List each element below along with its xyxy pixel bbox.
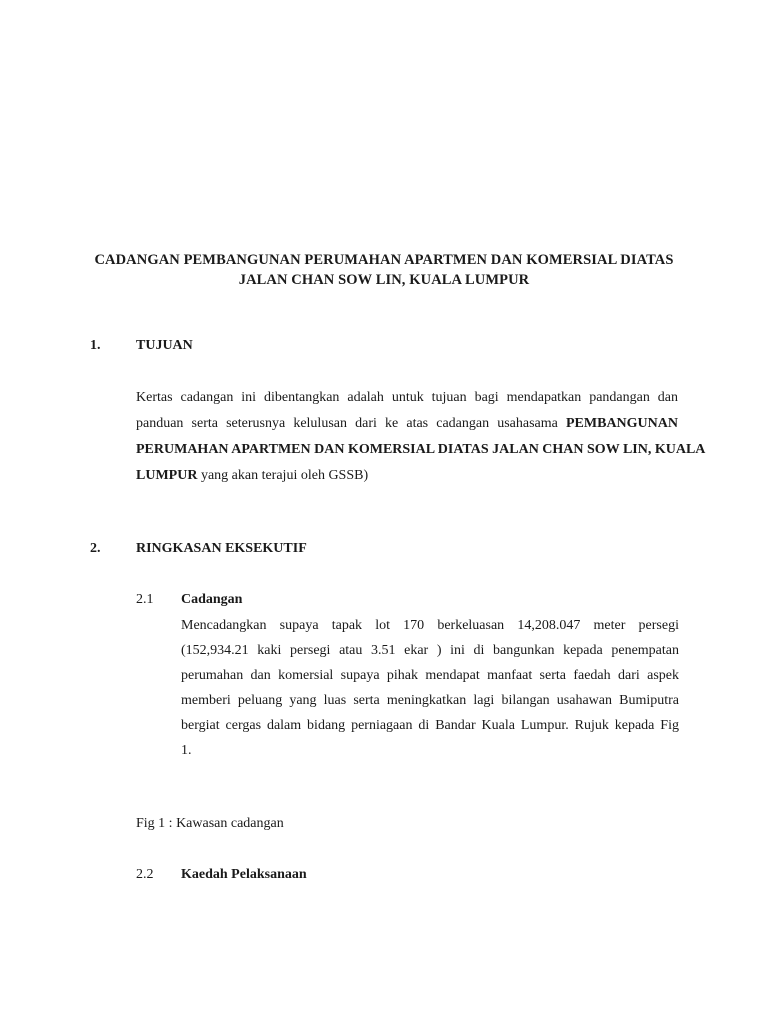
section-1-line-4-bold: LUMPUR: [136, 468, 198, 483]
section-1-line-4: [136, 463, 678, 489]
section-1-paragraph: [136, 385, 706, 489]
document-title-line-1: CADANGAN PEMBANGUNAN PERUMAHAN APARTMEN DAN KOMERSIAL DIATAS: [94, 252, 674, 268]
section-1-heading: TUJUAN: [136, 338, 193, 353]
subsection-2-1-line-5: bergiat cergas dalam bidang perniagaan di Bandar Kuala Lumpur. Rujuk kepada Fig: [181, 718, 679, 733]
section-1-number: 1.: [90, 338, 101, 353]
section-2-number: 2.: [90, 541, 101, 556]
section-1-line-2-text: panduan serta seterusnya kelulusan dari ke atas cadangan usahasama: [136, 416, 566, 431]
section-1-line-2: [136, 411, 678, 437]
section-1-line-3: PERUMAHAN APARTMEN DAN KOMERSIAL DIATAS JALAN CHAN SOW LIN, KUALA: [136, 442, 706, 457]
subsection-2-1-line-3: perumahan dan komersial supaya pihak mendapat manfaat serta faedah dari aspek: [181, 668, 679, 683]
section-1-line-2-bold: PEMBANGUNAN: [566, 416, 678, 431]
subsection-2-1-line-1: Mencadangkan supaya tapak lot 170 berkeluasan 14,208.047 meter persegi: [181, 618, 679, 633]
subsection-2-1-number: 2.1: [136, 592, 154, 607]
section-1-line-1: Kertas cadangan ini dibentangkan adalah untuk tujuan bagi mendapatkan pandangan dan: [136, 390, 678, 405]
section-1-line-4-text: yang akan terajui oleh GSSB): [197, 468, 369, 483]
subsection-2-2-heading: Kaedah Pelaksanaan: [181, 867, 307, 882]
subsection-2-1-heading: Cadangan: [181, 592, 243, 607]
subsection-2-1-line-4: memberi peluang yang luas serta meningkatkan lagi bilangan usahawan Bumiputra: [181, 693, 679, 708]
subsection-2-1-line-6: 1.: [181, 743, 192, 758]
figure-caption: Fig 1 : Kawasan cadangan: [136, 816, 284, 831]
subsection-2-1-line-2: (152,934.21 kaki persegi atau 3.51 ekar ) ini di bangunkan kepada penempatan: [181, 643, 679, 658]
document-title-line-2: JALAN CHAN SOW LIN, KUALA LUMPUR: [238, 272, 530, 288]
subsection-2-2-number: 2.2: [136, 867, 154, 882]
section-2-heading: RINGKASAN EKSEKUTIF: [136, 541, 307, 556]
subsection-2-1-paragraph: [181, 613, 679, 763]
